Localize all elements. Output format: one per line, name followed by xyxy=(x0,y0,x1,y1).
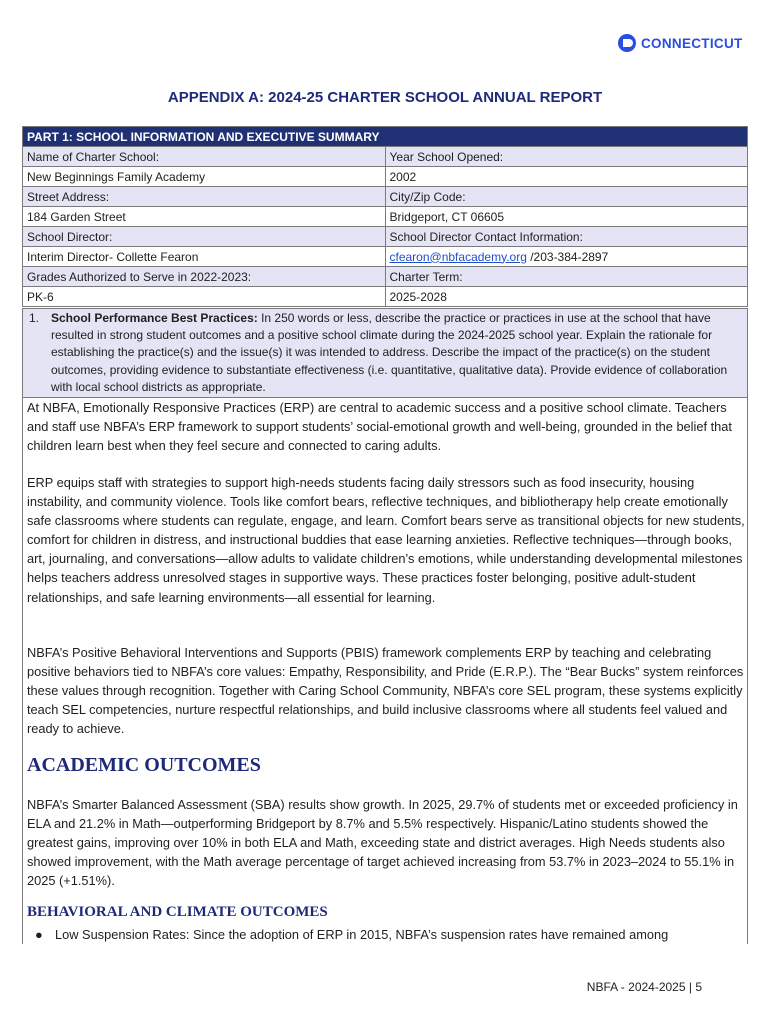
director-phone: /203-384-2897 xyxy=(526,249,609,264)
logo-text: CONNECTICUT xyxy=(641,35,743,51)
table-row xyxy=(23,167,748,187)
connecticut-logo xyxy=(618,33,743,53)
paragraph-erp-strategies: ERP equips staff with strategies to support high-needs students facing daily stressors such as food insecurity, housing instability, and community violence. Tools like comfort bears, reflective techniques, and bibliotherapy help create emotionally safe classrooms where students can regulate, engage, and learn. Comfort bears serve as transitional objects for new students, comfort for children in distress, and instructional buddies that ease learning anxieties. Reflective techniques—through books, art, journaling, and conversations—allow adults to validate children’s emotions, while understanding developmental milestones helps teachers address unresolved stages in supportive ways. These practices foster belonging, positive adult-student relationships, and safe learning environments—all essential for learning. xyxy=(27,475,745,605)
value-street-address: 184 Garden Street xyxy=(23,207,386,227)
value-school-director: Interim Director- Collette Fearon xyxy=(23,247,386,267)
table-row xyxy=(23,227,748,247)
table-row xyxy=(23,187,748,207)
label-grades-authorized: Grades Authorized to Serve in 2022-2023: xyxy=(23,267,386,287)
paragraph-pbis: NBFA’s Positive Behavioral Interventions and Supports (PBIS) framework complements ERP by teaching and celebrating positive behaviors tied to NBFA’s core values: Empathy, Responsibility, and Pride (E.R.P.). The “Bear Bucks” system reinforces these values through recognition. Together with Caring School Community, NBFA’s core SEL program, these systems explicitly teach SEL competencies, nurture respectful relationships, and build inclusive classrooms where all students feel valued and ready to achieve. xyxy=(27,645,744,737)
value-charter-term: 2025-2028 xyxy=(385,287,748,307)
table-row xyxy=(23,247,748,267)
label-city-zip: City/Zip Code: xyxy=(385,187,748,207)
page-title: APPENDIX A: 2024-25 CHARTER SCHOOL ANNUAL REPORT xyxy=(167,89,603,106)
paragraph-erp-intro: At NBFA, Emotionally Responsive Practices (ERP) are central to academic success and a positive school climate. Teachers and staff use NBFA’s ERP framework to support students’ social-emotional growth and well-being, grounded in the belief that children learn best when they feel secure and connected to caring adults. xyxy=(27,400,732,454)
director-email-link[interactable]: cfearon@nbfacademy.org xyxy=(389,249,527,264)
table-header-row xyxy=(23,127,748,147)
value-school-name: New Beginnings Family Academy xyxy=(23,167,386,187)
bullet-icon: ● xyxy=(35,927,43,942)
bullet-text: Low Suspension Rates: Since the adoption of ERP in 2015, NBFA’s suspension rates have remained among xyxy=(55,927,669,942)
value-city-zip: Bridgeport, CT 06605 xyxy=(385,207,748,227)
label-year-opened: Year School Opened: xyxy=(385,147,748,167)
connecticut-logo-icon xyxy=(618,34,636,52)
label-director-contact: School Director Contact Information: xyxy=(385,227,748,247)
label-school-name: Name of Charter School: xyxy=(23,147,386,167)
table-row xyxy=(23,207,748,227)
page-footer: NBFA - 2024-2025 | 5 xyxy=(586,980,702,994)
school-info-table xyxy=(22,126,748,307)
value-year-opened: 2002 xyxy=(385,167,748,187)
heading-behavioral-outcomes: BEHAVIORAL AND CLIMATE OUTCOMES xyxy=(27,904,328,920)
value-director-contact xyxy=(385,247,748,267)
value-grades-authorized: PK-6 xyxy=(23,287,386,307)
question-text: In 250 words or less, describe the practice or practices in use at the school that have resulted in strong student outcomes and a positive school climate during the 2024-2025 school year. Explain the rationale for establishing the practice(s) and the issue(s) it was intended to address. Describe the impact of the practice(s) on the student outcomes, providing evidence to substantiate effectiveness (i.e. quantitative, qualitative data). Provide evidence of collaboration with local school districts as appropriate. xyxy=(51,311,728,394)
label-street-address: Street Address: xyxy=(23,187,386,207)
heading-academic-outcomes: ACADEMIC OUTCOMES xyxy=(27,754,261,776)
paragraph-academic: NBFA’s Smarter Balanced Assessment (SBA) results show growth. In 2025, 29.7% of students met or exceeded proficiency in ELA and 21.2% in Math—outperforming Bridgeport by 8.7% and 5.5% respectively. Hispanic/Latino students showed the greatest gains, improving over 10% in both ELA and Math, exceeding state and district averages. High Needs students also showed improvement, with the Math average percentage of target achieved increasing from 53.7% in 2023–2024 to 55.1% in 2025 (+1.51%). xyxy=(27,797,738,889)
label-charter-term: Charter Term: xyxy=(385,267,748,287)
table-row xyxy=(23,147,748,167)
question-prompt xyxy=(22,308,748,398)
part1-heading: PART 1: SCHOOL INFORMATION AND EXECUTIVE SUMMARY xyxy=(23,127,748,147)
list-item xyxy=(35,925,745,944)
question-number: 1. xyxy=(29,311,40,325)
table-row xyxy=(23,287,748,307)
question-lead: School Performance Best Practices: xyxy=(51,311,258,325)
table-row xyxy=(23,267,748,287)
label-school-director: School Director: xyxy=(23,227,386,247)
